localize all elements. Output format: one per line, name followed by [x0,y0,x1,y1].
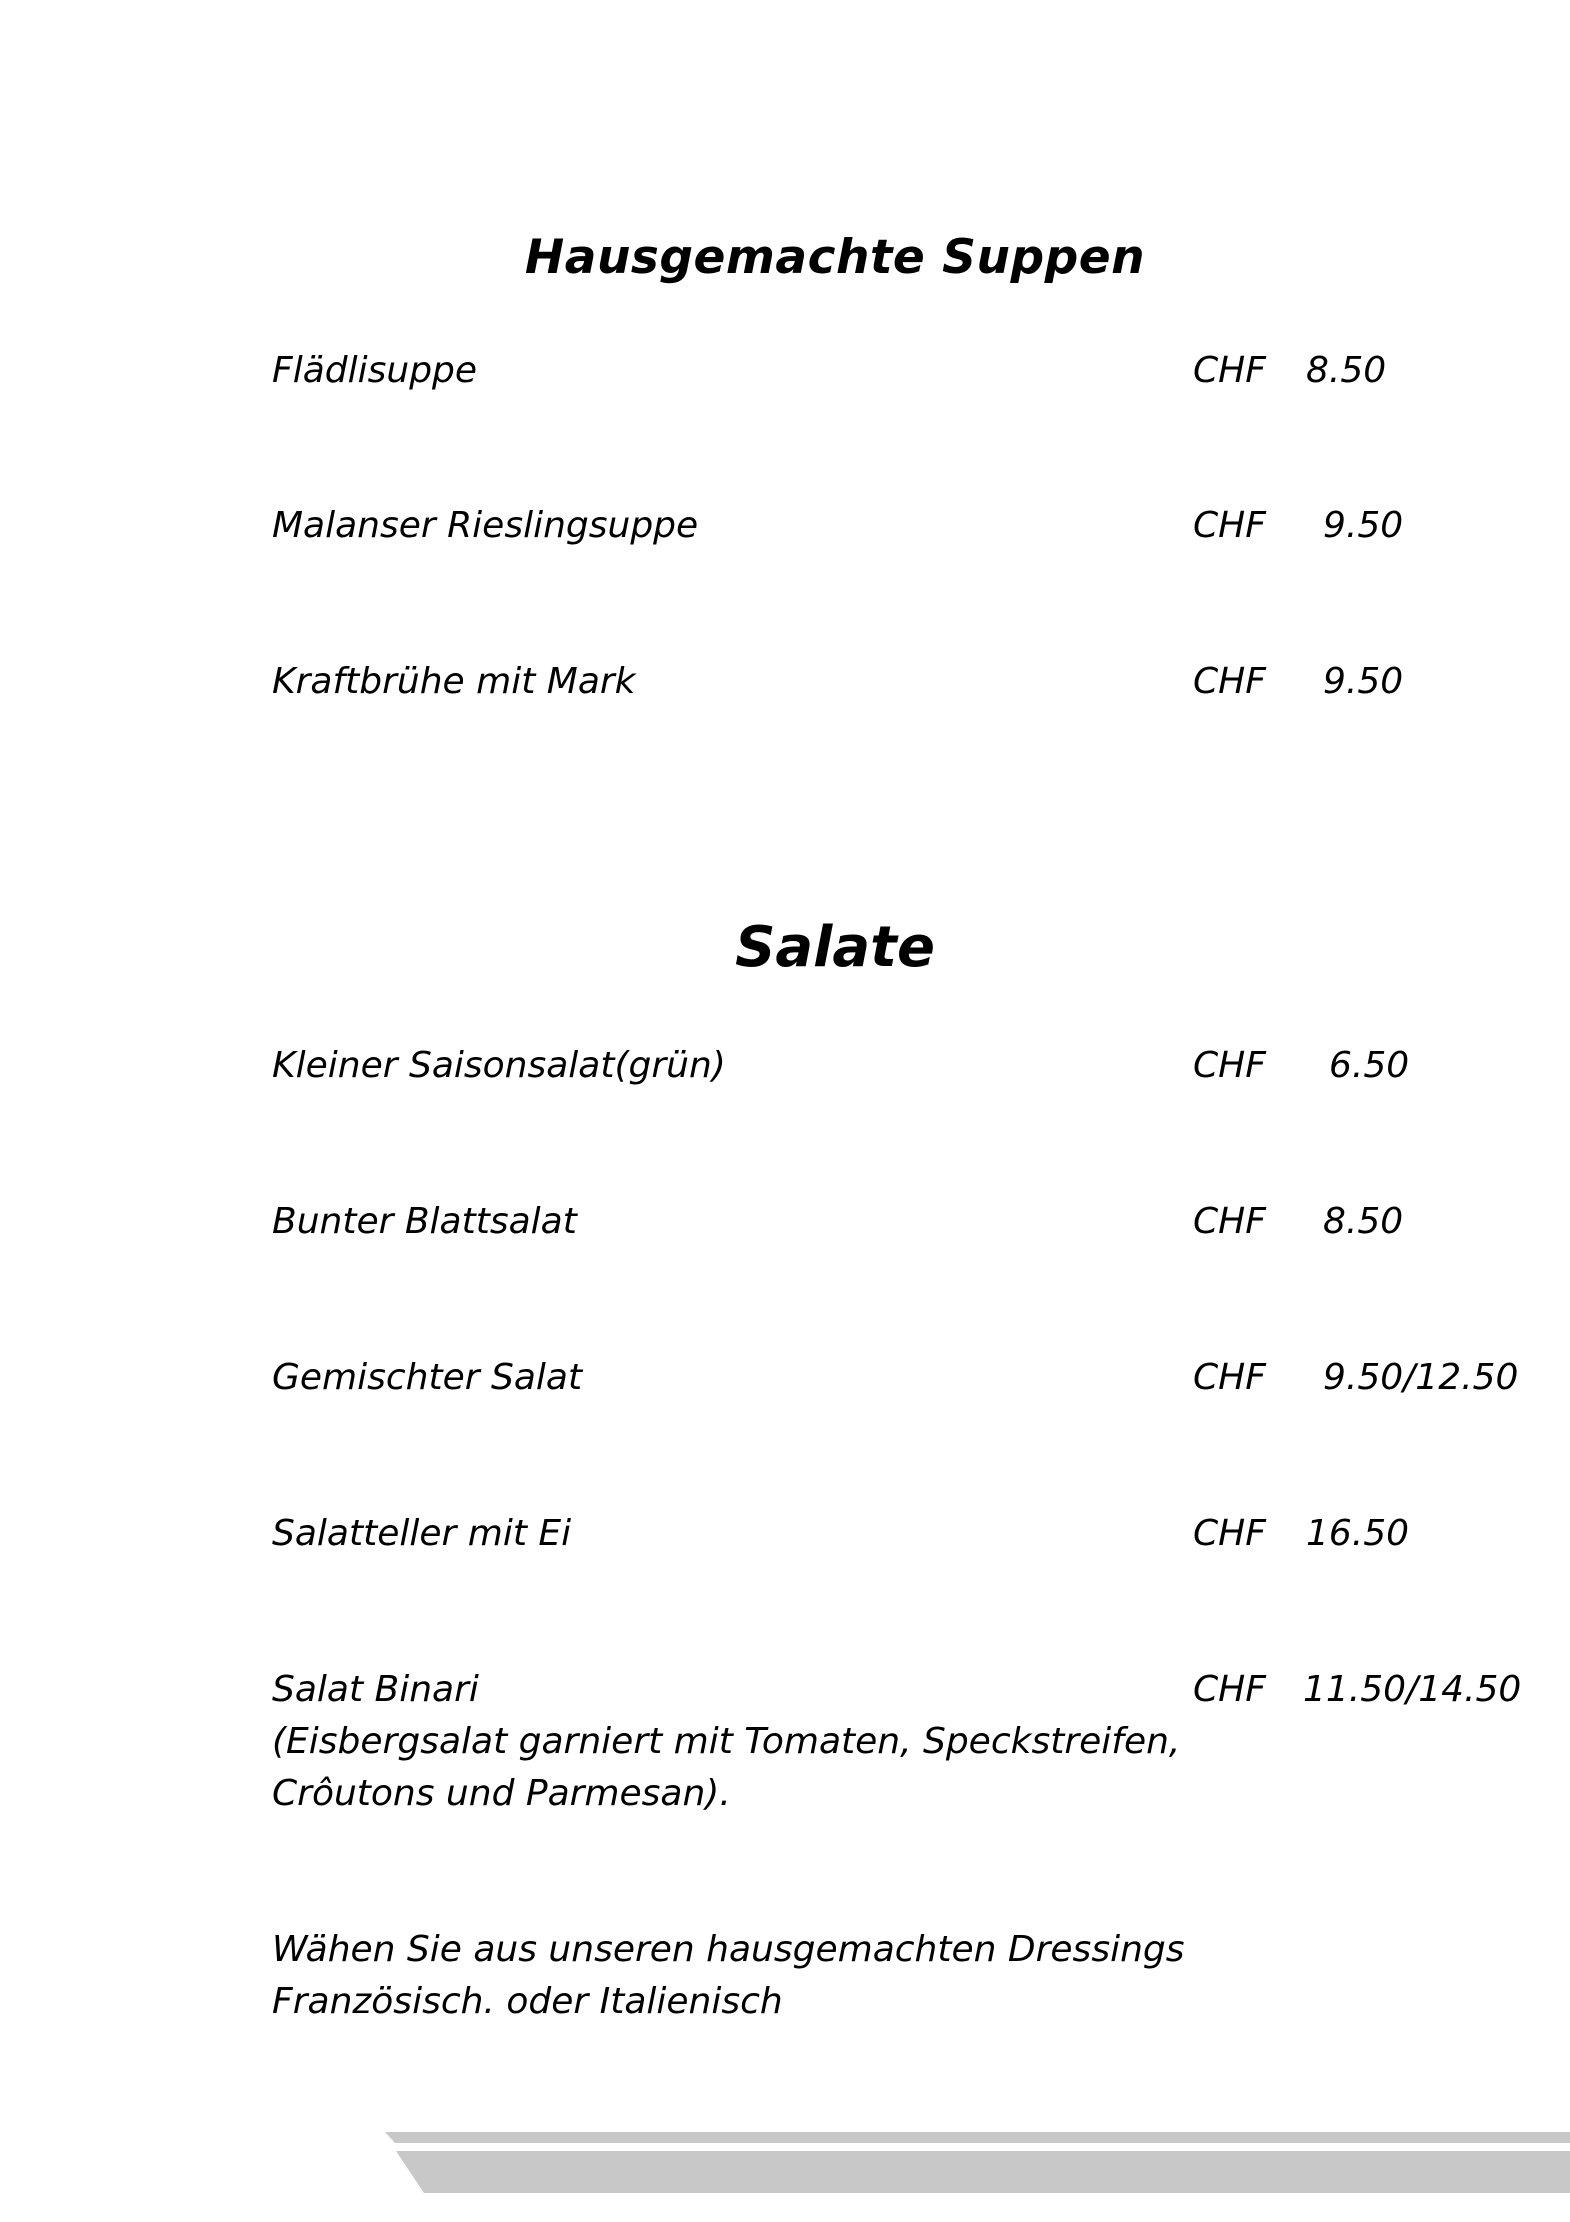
menu-item-currency: CHF [1193,350,1266,391]
menu-item-price: 9.50 [1323,661,1404,702]
menu-item-currency: CHF [1193,1045,1266,1086]
section-title-salads: Salate [735,915,935,980]
menu-item-currency: CHF [1193,505,1266,546]
menu-item-name: Salat Binari [272,1669,479,1710]
menu-item-name: Kraftbrühe mit Mark [272,661,636,702]
menu-item-currency: CHF [1193,1669,1266,1710]
menu-item-description: (Eisbergsalat garniert mit Tomaten, Speckstreifen, [272,1721,1181,1762]
menu-item-description: Crôutons und Parmesan). [272,1773,731,1814]
menu-item-price: 9.50 [1323,505,1404,546]
section-title-soups: Hausgemachte Suppen [524,230,1146,285]
menu-item-name: Gemischter Salat [272,1357,583,1398]
menu-item-name: Salatteller mit Ei [272,1513,572,1554]
menu-item-currency: CHF [1193,1201,1266,1242]
menu-item-price: 9.50/12.50 [1323,1357,1519,1398]
menu-item-name: Flädlisuppe [272,350,478,391]
menu-item-price: 8.50 [1306,350,1387,391]
menu-item-price: 6.50 [1329,1045,1410,1086]
dressing-note: Französisch. oder Italienisch [272,1981,783,2022]
menu-item-name: Bunter Blattsalat [272,1201,577,1242]
menu-item-currency: CHF [1193,1357,1266,1398]
menu-item-price: 16.50 [1306,1513,1410,1554]
menu-item-name: Kleiner Saisonsalat(grün) [272,1045,726,1086]
dressing-note: Wähen Sie aus unseren hausgemachten Dressings [272,1929,1185,1970]
menu-item-name: Malanser Rieslingsuppe [272,505,699,546]
menu-item-currency: CHF [1193,1513,1266,1554]
menu-item-price: 11.50/14.50 [1303,1669,1522,1710]
menu-item-price: 8.50 [1323,1201,1404,1242]
menu-item-currency: CHF [1193,661,1266,702]
